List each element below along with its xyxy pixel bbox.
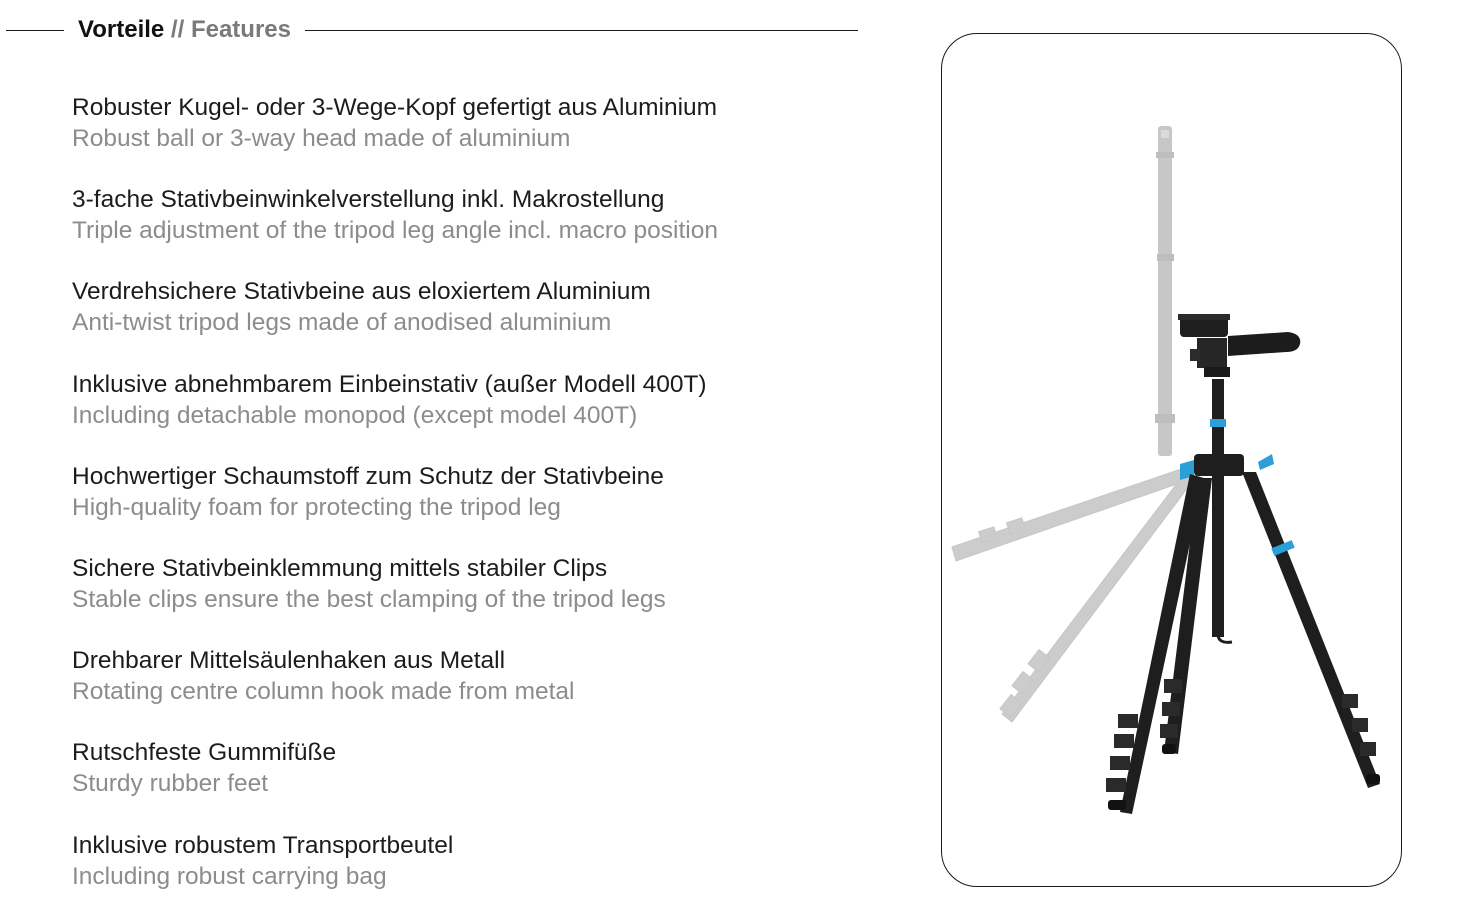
feature-text-de: Inklusive robustem Transportbeutel [72, 831, 454, 859]
feature-text-de: Robuster Kugel- oder 3-Wege-Kopf gefertigt aus Aluminium [72, 94, 718, 121]
feature-item [72, 737, 872, 829]
feature-text-de: 3-fache Stativbeinwinkelverstellung inkl. Makrostellung [72, 186, 665, 214]
feature-text-de: Hochwertiger Schaumstoff zum Schutz der Stativbeine [72, 462, 664, 490]
center-column [1210, 379, 1232, 642]
ghost-monopod [1155, 126, 1175, 456]
feature-text-en: High-quality foam for protecting the tripod leg [72, 493, 561, 521]
header-rule-right [305, 30, 858, 31]
feature-list [72, 92, 872, 922]
feature-text-de: Rutschfeste Gummifüße [72, 739, 337, 767]
feature-text-en: Anti-twist tripod legs made of anodised aluminium [72, 309, 612, 337]
section-title-de: Vorteile [78, 16, 165, 43]
feature-text-en: Rotating centre column hook made from metal [72, 678, 575, 706]
section-header [0, 12, 858, 48]
feature-text-de: Verdrehsichere Stativbeine aus eloxiertem Aluminium [72, 278, 651, 306]
feature-text-en: Sturdy rubber feet [72, 770, 269, 798]
three-way-head [1178, 314, 1300, 377]
feature-text-en: Stable clips ensure the best clamping of the tripod legs [72, 585, 666, 613]
feature-item [72, 369, 872, 461]
tripod-leg-right [1242, 472, 1380, 788]
section-title [78, 16, 291, 44]
feature-text-de: Drehbarer Mittelsäulenhaken aus Metall [72, 647, 506, 675]
feature-text-de: Sichere Stativbeinklemmung mittels stabiler Clips [72, 554, 608, 582]
feature-text-en: Including robust carrying bag [72, 862, 387, 890]
header-rule-left [6, 30, 64, 31]
product-image-frame [941, 33, 1402, 887]
feature-item [72, 830, 872, 922]
tripod-illustration [942, 34, 1402, 887]
section-title-en: Features [190, 16, 291, 43]
feature-text-en: Triple adjustment of the tripod leg angle incl. macro position [72, 217, 718, 245]
feature-item [72, 92, 872, 184]
feature-text-en: Including detachable monopod (except model 400T) [72, 401, 638, 429]
feature-item [72, 553, 872, 645]
section-title-separator: // [170, 16, 185, 43]
feature-item [72, 461, 872, 553]
feature-item [72, 645, 872, 737]
feature-text-de: Inklusive abnehmbarem Einbeinstativ (außer Modell 400T) [72, 370, 707, 398]
feature-text-en: Robust ball or 3-way head made of aluminium [72, 125, 571, 152]
feature-item [72, 184, 872, 276]
feature-item [72, 276, 872, 368]
